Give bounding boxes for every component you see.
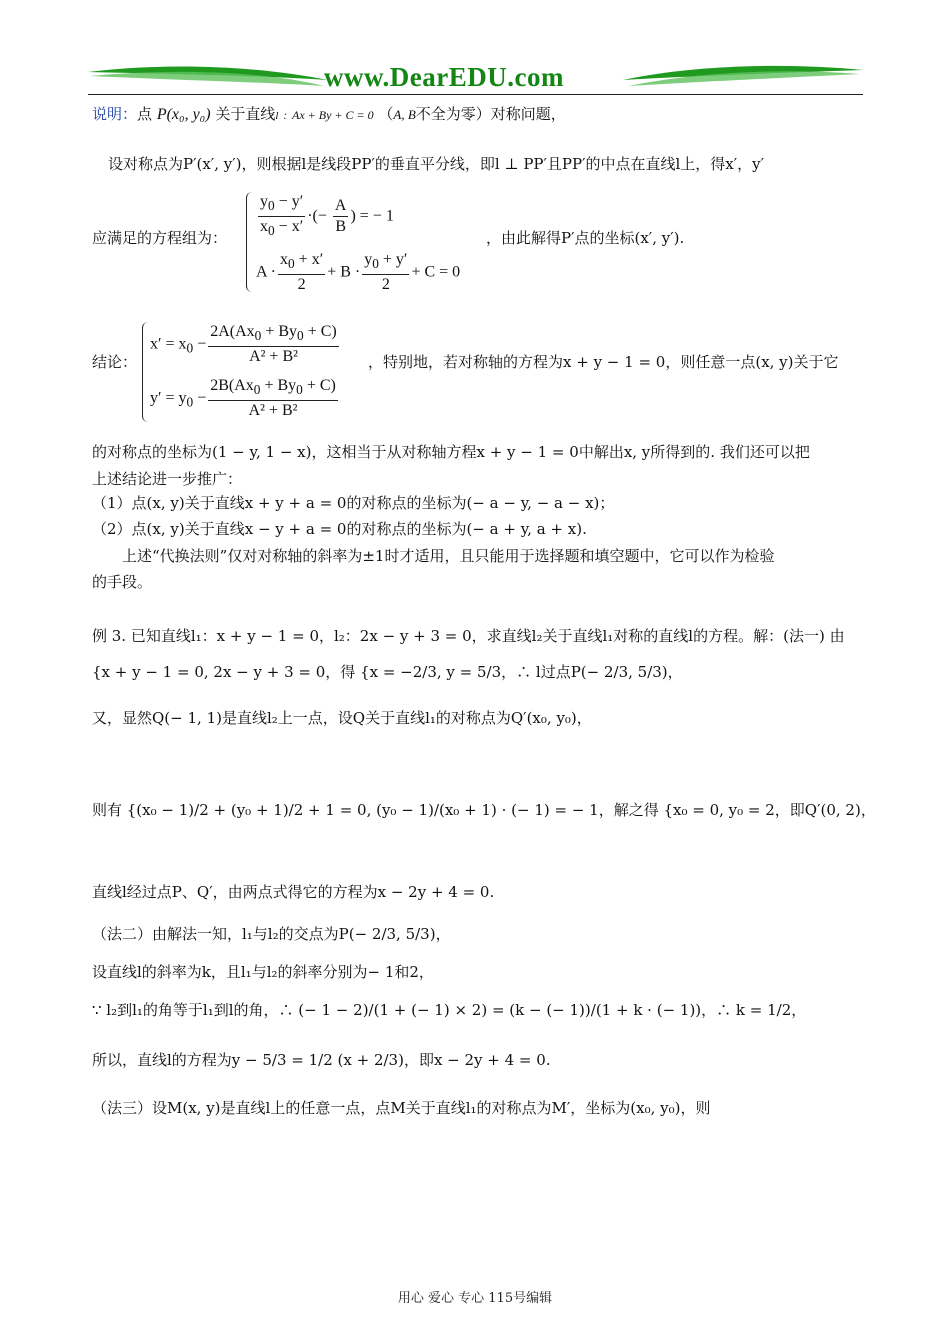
intro-ab: A, B (393, 107, 416, 122)
system1-tail: ，由此解得P′点的坐标(x′, y′). (486, 229, 685, 247)
conclusion-tail: ，特别地，若对称轴的方程为x + y − 1 = 0，则任意一点(x, y)关于它 (368, 353, 839, 371)
conclusion-lead: 结论： (92, 353, 138, 371)
rule-item-1: （1）点(x, y)关于直线x + y + a = 0的对称点的坐标为(− a − y, − a − x)； (92, 494, 615, 512)
example3-method2-slopes: 设直线l的斜率为k，且l₁与l₂的斜率分别为− 1和2， (92, 963, 434, 981)
intro-line (92, 104, 566, 126)
page-header (88, 58, 863, 100)
site-title[interactable]: www.DearEDU.com (324, 62, 564, 92)
system1-brace (246, 192, 255, 292)
example3-method3-intro: （法三）设M(x, y)是直线l上的任意一点，点M关于直线l₁的对称点为M′，坐标为(x₀, y₀)，则 (92, 1099, 711, 1117)
intro-point: P(x₀, y₀) (156, 106, 211, 123)
para-substitution-rule: 上述“代换法则”仅对对称轴的斜率为±1时才适用，且只能用于选择题和填空题中，它可以作为检验 (122, 547, 775, 565)
para-symmetric-point: 设对称点为P′(x′, y′)，则根据l是线段PP′的垂直平分线，即l ⊥ PP′且PP′的中点在直线l上，得x′，y′ (108, 155, 765, 173)
example3-system-q: 则有 {(x₀ − 1)/2 + (y₀ + 1)/2 + 1 = 0, (y₀ − 1)/(x₀ + 1) · (− 1) = − 1，解之得 {x₀ = 0, y₀ = 2，即Q′(0, 2)， (92, 801, 876, 819)
example3-method2-intro: （法二）由解法一知，l₁与l₂的交点为P(− 2/3, 5/3)， (92, 925, 451, 943)
para-generalize: 上述结论进一步推广： (92, 470, 243, 488)
example3-point-q: 又，显然Q(− 1, 1)是直线l₂上一点，设Q关于直线l₁的对称点为Q′(x₀, y₀)， (92, 709, 592, 727)
intro-text3: 不全为零）对称问题， (415, 105, 566, 123)
intro-text1: 点 (137, 105, 153, 123)
intro-line-colon: : (283, 108, 288, 122)
intro-line-eq: Ax + By + C = 0 (292, 108, 374, 122)
rule-item-2: （2）点(x, y)关于直线x − y + a = 0的对称点的坐标为(− a + y, a + x). (92, 520, 587, 538)
para-symmetric-result: 的对称点的坐标为(1 − y, 1 − x)，这相当于从对称轴方程x + y − 1 = 0中解出x, y所得到的. 我们还可以把 (92, 443, 810, 461)
intro-label: 说明： (92, 105, 138, 123)
conclusion-eq2: $y' = y_0$ − $\frac{2B(Ax_0 + By_0 + C)}{\text{A² + B²}}$ (150, 377, 336, 420)
example3-statement: 例 3. 已知直线l₁：x + y − 1 = 0，l₂：2x − y + 3 = 0，求直线l₂关于直线l₁对称的直线l的方程。解：(法一) 由 (92, 627, 845, 645)
system1-lead: 应满足的方程组为： (92, 229, 228, 247)
header-divider (88, 94, 863, 95)
conclusion-eq1: $x' = x_0$ − $\frac{2A(Ax_0 + By_0 + C)}{\text{A² + B²}}$ (150, 323, 337, 366)
example3-line-through-points: 直线l经过点P、Q′，由两点式得它的方程为x − 2y + 4 = 0. (92, 883, 495, 901)
example3-solve-intersection: {x + y − 1 = 0, 2x − y + 3 = 0，得 {x = −2/3, y = 5/3，∴ l过点P(− 2/3, 5/3)， (92, 663, 683, 681)
page-footer: 用心 爱心 专心 115号编辑 (397, 1291, 553, 1306)
intro-text2: 关于直线 (215, 105, 276, 123)
intro-line-symbol: l (275, 110, 279, 122)
example3-method2-result: 所以，直线l的方程为y − 5/3 = 1/2 (x + 2/3)，即x − 2y + 4 = 0. (92, 1051, 551, 1069)
system1-eq1: $\frac{y_0 - y'}{x_0 - x'}$ ·(− $\frac{A}{B}$ ) = − 1 (260, 193, 394, 239)
intro-paren: （ (378, 105, 394, 123)
system1-eq2: A · $\frac{x_0 + x'}{2}$ + B · $\frac{y_0 + y'}{2}$ + C = 0 (256, 251, 461, 294)
para-substitution-rule-end: 的手段。 (92, 573, 153, 591)
example3-method2-angle: ∵ l₂到l₁的角等于l₁到l的角，∴ (− 1 − 2)/(1 + (− 1) × 2) = (k − (− 1))/(1 + k · (− 1))，∴ k = 1/2， (92, 1001, 807, 1019)
